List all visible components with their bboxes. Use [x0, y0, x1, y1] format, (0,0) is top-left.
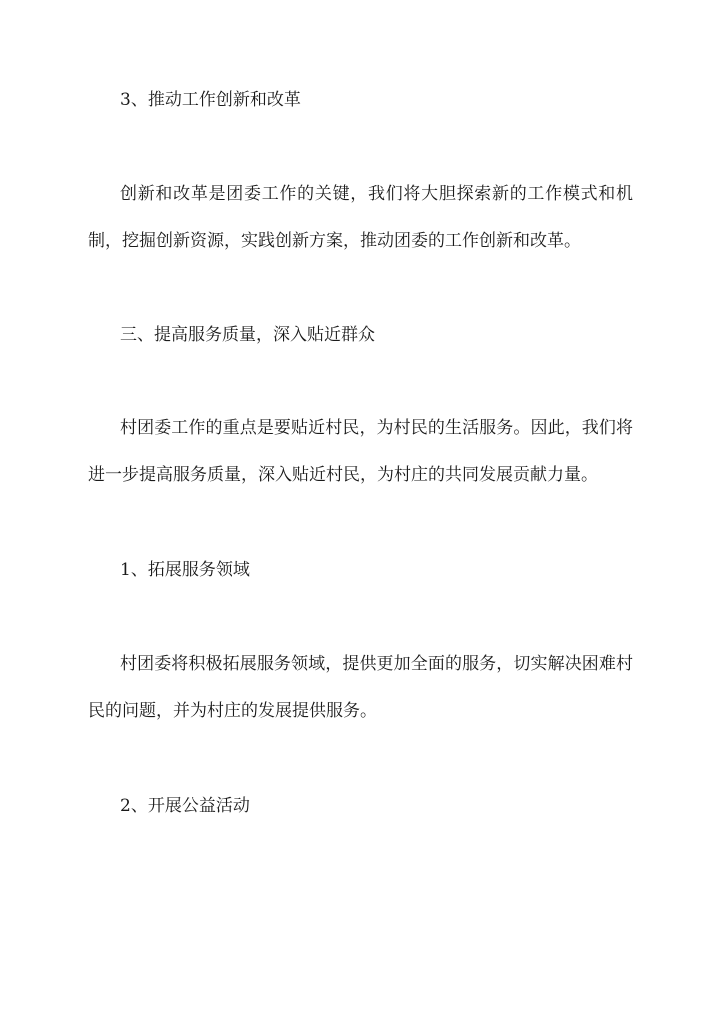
paragraph-improve-service: 村团委工作的重点是要贴近村民，为村民的生活服务。因此，我们将进一步提高服务质量，深入贴近村民，为村庄的共同发展贡献力量。 — [88, 418, 633, 485]
paragraph-expand-service-areas: 村团委将积极拓展服务领域，提供更加全面的服务，切实解决困难村民的问题，并为村庄的发展提供服务。 — [88, 654, 633, 721]
section-heading-improve-service: 三、提高服务质量，深入贴近群众 — [120, 325, 375, 345]
section-heading-public-welfare: 2、开展公益活动 — [120, 796, 250, 816]
paragraph-innovation-reform: 创新和改革是团委工作的关键，我们将大胆探索新的工作模式和机制，挖掘创新资源，实践创新方案，推动团委的工作创新和改革。 — [88, 184, 633, 251]
section-heading-expand-service-areas: 1、拓展服务领域 — [120, 560, 250, 580]
section-heading-innovation-reform: 3、推动工作创新和改革 — [120, 90, 301, 110]
